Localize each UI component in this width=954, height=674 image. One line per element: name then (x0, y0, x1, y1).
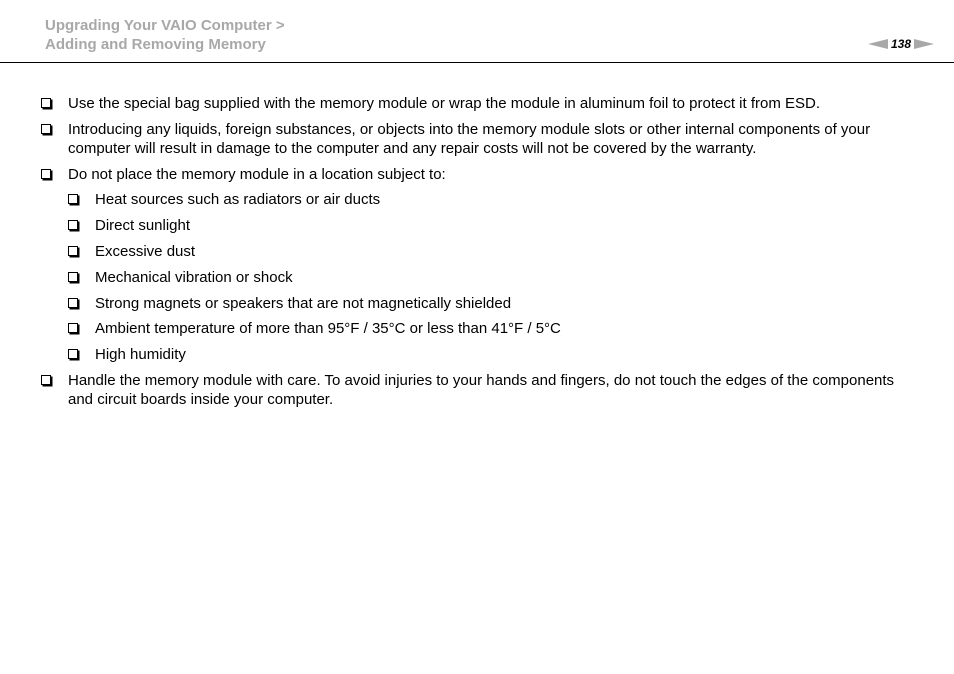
sub-list-item (68, 242, 921, 262)
checkbox-bullet-icon (41, 98, 51, 108)
header-divider (0, 62, 954, 63)
sub-list-item (68, 190, 921, 210)
checkbox-bullet-icon (68, 323, 78, 333)
sub-list-item-text: Mechanical vibration or shock (95, 268, 293, 286)
sub-list-item (68, 345, 921, 365)
list-item-text: Handle the memory module with care. To avoid injuries to your hands and fingers, do not touch the edges of the components and circuit boards inside your computer. (68, 371, 895, 409)
sub-list-item (68, 319, 921, 339)
previous-page-arrow-icon[interactable] (868, 39, 888, 49)
sub-list-item (68, 216, 921, 236)
next-page-arrow-icon[interactable] (914, 39, 934, 49)
page-header (0, 0, 954, 64)
page-number: 138 (890, 37, 911, 51)
list-item (41, 165, 921, 365)
sub-list-item-text: Strong magnets or speakers that are not magnetically shielded (95, 294, 512, 312)
page-navigation (868, 37, 934, 51)
list-item-text: Use the special bag supplied with the memory module or wrap the module in aluminum foil to protect it from ESD. (68, 95, 821, 112)
sub-list-item-text: Direct sunlight (95, 216, 191, 234)
breadcrumb (45, 16, 285, 54)
sub-list-item-text: High humidity (95, 346, 186, 364)
sub-list (68, 190, 921, 365)
precautions-list (41, 94, 921, 416)
checkbox-bullet-icon (68, 298, 78, 308)
checkbox-bullet-icon (68, 272, 78, 282)
checkbox-bullet-icon (68, 349, 78, 359)
sub-list-item (68, 268, 921, 288)
checkbox-bullet-icon (41, 375, 51, 385)
sub-list-item-text: Ambient temperature of more than 95°F / 35°C or less than 41°F / 5°C (95, 320, 561, 338)
list-item-text: Introducing any liquids, foreign substances, or objects into the memory module slots or other internal components of your computer will result in damage to the computer and any repair costs will not be covered by the warranty. (68, 120, 871, 157)
checkbox-bullet-icon (68, 246, 78, 256)
sub-list-item-text: Heat sources such as radiators or air ducts (95, 191, 381, 208)
checkbox-bullet-icon (68, 220, 78, 230)
list-item-text: Do not place the memory module in a location subject to: (68, 165, 446, 183)
list-item (41, 371, 921, 410)
checkbox-bullet-icon (41, 169, 51, 179)
breadcrumb-section[interactable]: Upgrading Your VAIO Computer > (45, 17, 285, 34)
sub-list-item-text: Excessive dust (95, 242, 196, 260)
list-item (41, 94, 921, 114)
sub-list-item (68, 294, 921, 314)
list-item (41, 120, 921, 159)
checkbox-bullet-icon (41, 124, 51, 134)
breadcrumb-page: Adding and Removing Memory (45, 36, 266, 53)
checkbox-bullet-icon (68, 194, 78, 204)
